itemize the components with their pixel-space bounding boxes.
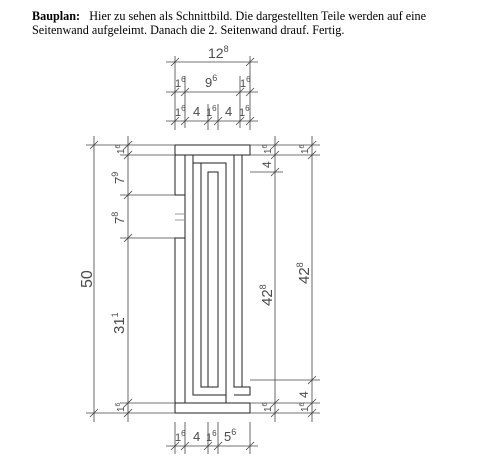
cross-section-part	[175, 145, 250, 413]
dim-top-low-3: $1^6$	[206, 104, 217, 119]
dim-top-low-4: 4	[225, 104, 233, 119]
dim-bottom-3: $1^6$	[206, 429, 217, 444]
dim-left-4: $31^1$	[110, 312, 128, 334]
channel-outline-2	[193, 155, 226, 403]
dim-labels-bottom	[175, 427, 236, 444]
dim-left-total: 50	[79, 270, 96, 288]
dim-top-mid-2: $9^6$	[205, 73, 218, 90]
dim-right-outer-3: 4	[297, 391, 311, 398]
dim-left-1: $1^6$	[115, 144, 127, 154]
dim-right-inner-4: $1^6$	[262, 402, 274, 412]
dim-labels-right-outer	[295, 144, 313, 412]
dim-left-5: $1^6$	[115, 402, 127, 412]
dim-top-total: $12^8$	[208, 44, 229, 61]
dim-right-outer-4: $1^6$	[299, 402, 311, 412]
dim-right-outer-2: $42^8$	[295, 262, 313, 284]
dim-bottom-2: 4	[193, 429, 201, 444]
channel-outline-4	[193, 163, 226, 395]
dim-bottom-4: $5^6$	[224, 427, 237, 444]
dim-left-2: $7^9$	[110, 171, 127, 184]
left-wall-upper	[175, 155, 185, 195]
dim-top-low-5: $1^6$	[239, 104, 250, 119]
dim-top-mid-3: $1^6$	[240, 75, 251, 90]
top-board	[175, 145, 250, 155]
dim-right-inner-3: $42^8$	[258, 284, 276, 306]
dim-labels-right-inner	[258, 144, 276, 412]
dim-top-mid-1: $1^6$	[175, 75, 186, 90]
dim-labels-top	[175, 44, 251, 119]
caption-text: Hier zu sehen als Schnittbild. Die dargestellten Teile werden auf eine Seitenwand aufgeleimt. Danach die 2. Seitenwand drauf. Fertig.	[32, 9, 427, 37]
dim-top-low-1: $1^6$	[175, 104, 186, 119]
dim-bottom-1: $1^6$	[175, 429, 186, 444]
dim-left-3: $7^8$	[110, 211, 127, 224]
dim-top-low-2: 4	[193, 104, 201, 119]
channel-outline-3	[201, 163, 218, 387]
bottom-board	[175, 403, 250, 413]
dim-labels-left	[79, 144, 128, 412]
caption-label: Bauplan:	[32, 9, 81, 23]
left-wall-lower	[175, 238, 185, 403]
dim-right-inner-1: $1^6$	[262, 144, 274, 154]
dim-right-inner-2: 4	[260, 161, 274, 168]
dim-right-outer-1: $1^6$	[299, 144, 311, 154]
dimension-lines	[86, 56, 320, 454]
